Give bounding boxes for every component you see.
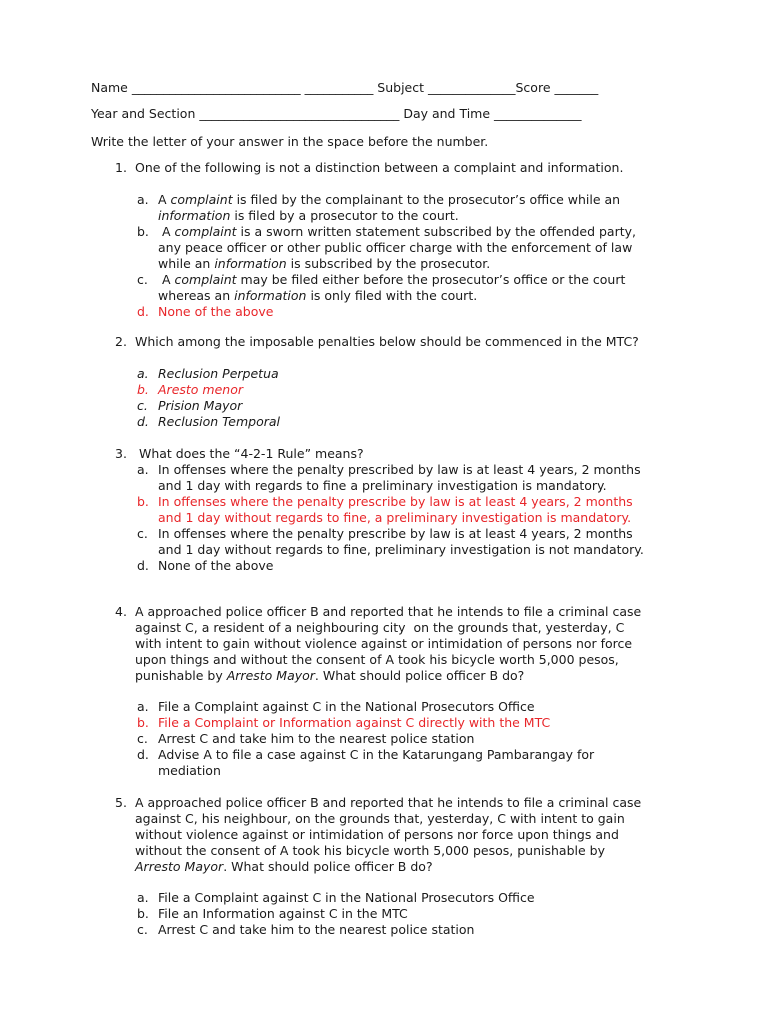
option-letter: b. — [137, 224, 149, 239]
option-text: while an information is subscribed by the prosecutor. — [158, 256, 491, 271]
question-number: 1. — [115, 160, 127, 175]
answer-option-text: File a Complaint or Information against C directly with the MTC — [158, 715, 551, 730]
option-letter: c. — [137, 398, 148, 413]
answer-option-text: and 1 day without regards to fine, a preliminary investigation is mandatory. — [158, 510, 632, 525]
question-stem-line: against C, a resident of a neighbouring city on the grounds that, yesterday, C — [135, 620, 625, 635]
option-letter: c. — [137, 526, 148, 541]
option-letter: c. — [137, 922, 148, 937]
option-text: and 1 day with regards to fine a preliminary investigation is mandatory. — [158, 478, 607, 493]
option-text: any peace officer or other public officer charge with the enforcement of law — [158, 240, 633, 255]
name-subject-score-line: Name ___________________________ ___________ Subject ______________Score _______ — [91, 80, 599, 95]
option-text: Reclusion Perpetua — [158, 366, 279, 381]
option-text: Advise A to file a case against C in the Katarungang Pambarangay for — [158, 747, 595, 762]
question-stem-line: without violence against or intimidation of persons nor force upon things and — [135, 827, 619, 842]
answer-option-letter: b. — [137, 382, 149, 397]
question-stem-line: punishable by Arresto Mayor. What should police officer B do? — [135, 668, 525, 683]
option-letter: a. — [137, 192, 149, 207]
option-letter: d. — [137, 558, 149, 573]
question-stem-line: A approached police officer B and reported that he intends to file a criminal case — [135, 795, 642, 810]
option-letter: c. — [137, 731, 148, 746]
question-stem-line: without the consent of A took his bicycle worth 5,000 pesos, punishable by — [135, 843, 605, 858]
option-text: and 1 day without regards to fine, preliminary investigation is not mandatory. — [158, 542, 644, 557]
option-letter: c. — [137, 272, 148, 287]
answer-option-letter: b. — [137, 494, 149, 509]
option-text: Prision Mayor — [158, 398, 243, 413]
question-stem-line: upon things and without the consent of A took his bicycle worth 5,000 pesos, — [135, 652, 619, 667]
option-letter: d. — [137, 414, 149, 429]
option-text: A complaint is filed by the complainant to the prosecutor’s office while an — [158, 192, 621, 207]
option-text: information is filed by a prosecutor to the court. — [158, 208, 459, 223]
answer-option-text: None of the above — [158, 304, 274, 319]
question-number: 2. — [115, 334, 127, 349]
option-letter: a. — [137, 366, 149, 381]
year-section-day-time-line: Year and Section ________________________________ Day and Time ______________ — [91, 106, 582, 121]
option-letter: d. — [137, 747, 149, 762]
question-number: 3. — [115, 446, 127, 461]
question-stem-line: Arresto Mayor. What should police officer B do? — [135, 859, 433, 874]
option-text: A complaint may be filed either before the prosecutor’s office or the court — [158, 272, 626, 287]
question-number: 5. — [115, 795, 127, 810]
question-stem: One of the following is not a distinction between a complaint and information. — [135, 160, 624, 175]
option-letter: b. — [137, 906, 149, 921]
option-text: mediation — [158, 763, 221, 778]
option-text: Arrest C and take him to the nearest police station — [158, 731, 475, 746]
question-stem: What does the “4-2-1 Rule” means? — [135, 446, 364, 461]
option-letter: a. — [137, 462, 149, 477]
question-stem: Which among the imposable penalties below should be commenced in the MTC? — [135, 334, 639, 349]
answer-option-letter: d. — [137, 304, 149, 319]
option-text: File an Information against C in the MTC — [158, 906, 408, 921]
question-stem-line: A approached police officer B and reported that he intends to file a criminal case — [135, 604, 642, 619]
question-number: 4. — [115, 604, 127, 619]
option-letter: a. — [137, 890, 149, 905]
option-text: Arrest C and take him to the nearest police station — [158, 922, 475, 937]
question-stem-line: against C, his neighbour, on the grounds that, yesterday, C with intent to gain — [135, 811, 625, 826]
option-text: File a Complaint against C in the National Prosecutors Office — [158, 699, 535, 714]
option-text: Reclusion Temporal — [158, 414, 280, 429]
answer-option-letter: b. — [137, 715, 149, 730]
question-stem-line: with intent to gain without violence against or intimidation of persons nor force — [135, 636, 633, 651]
option-text: In offenses where the penalty prescribed by law is at least 4 years, 2 months — [158, 462, 641, 477]
answer-option-text: Aresto menor — [158, 382, 243, 397]
option-text: In offenses where the penalty prescribe by law is at least 4 years, 2 months — [158, 526, 633, 541]
instruction: Write the letter of your answer in the space before the number. — [91, 134, 489, 149]
answer-option-text: In offenses where the penalty prescribe by law is at least 4 years, 2 months — [158, 494, 633, 509]
option-text: A complaint is a sworn written statement subscribed by the offended party, — [158, 224, 636, 239]
option-letter: a. — [137, 699, 149, 714]
option-text: whereas an information is only filed with the court. — [158, 288, 478, 303]
option-text: File a Complaint against C in the National Prosecutors Office — [158, 890, 535, 905]
option-text: None of the above — [158, 558, 274, 573]
